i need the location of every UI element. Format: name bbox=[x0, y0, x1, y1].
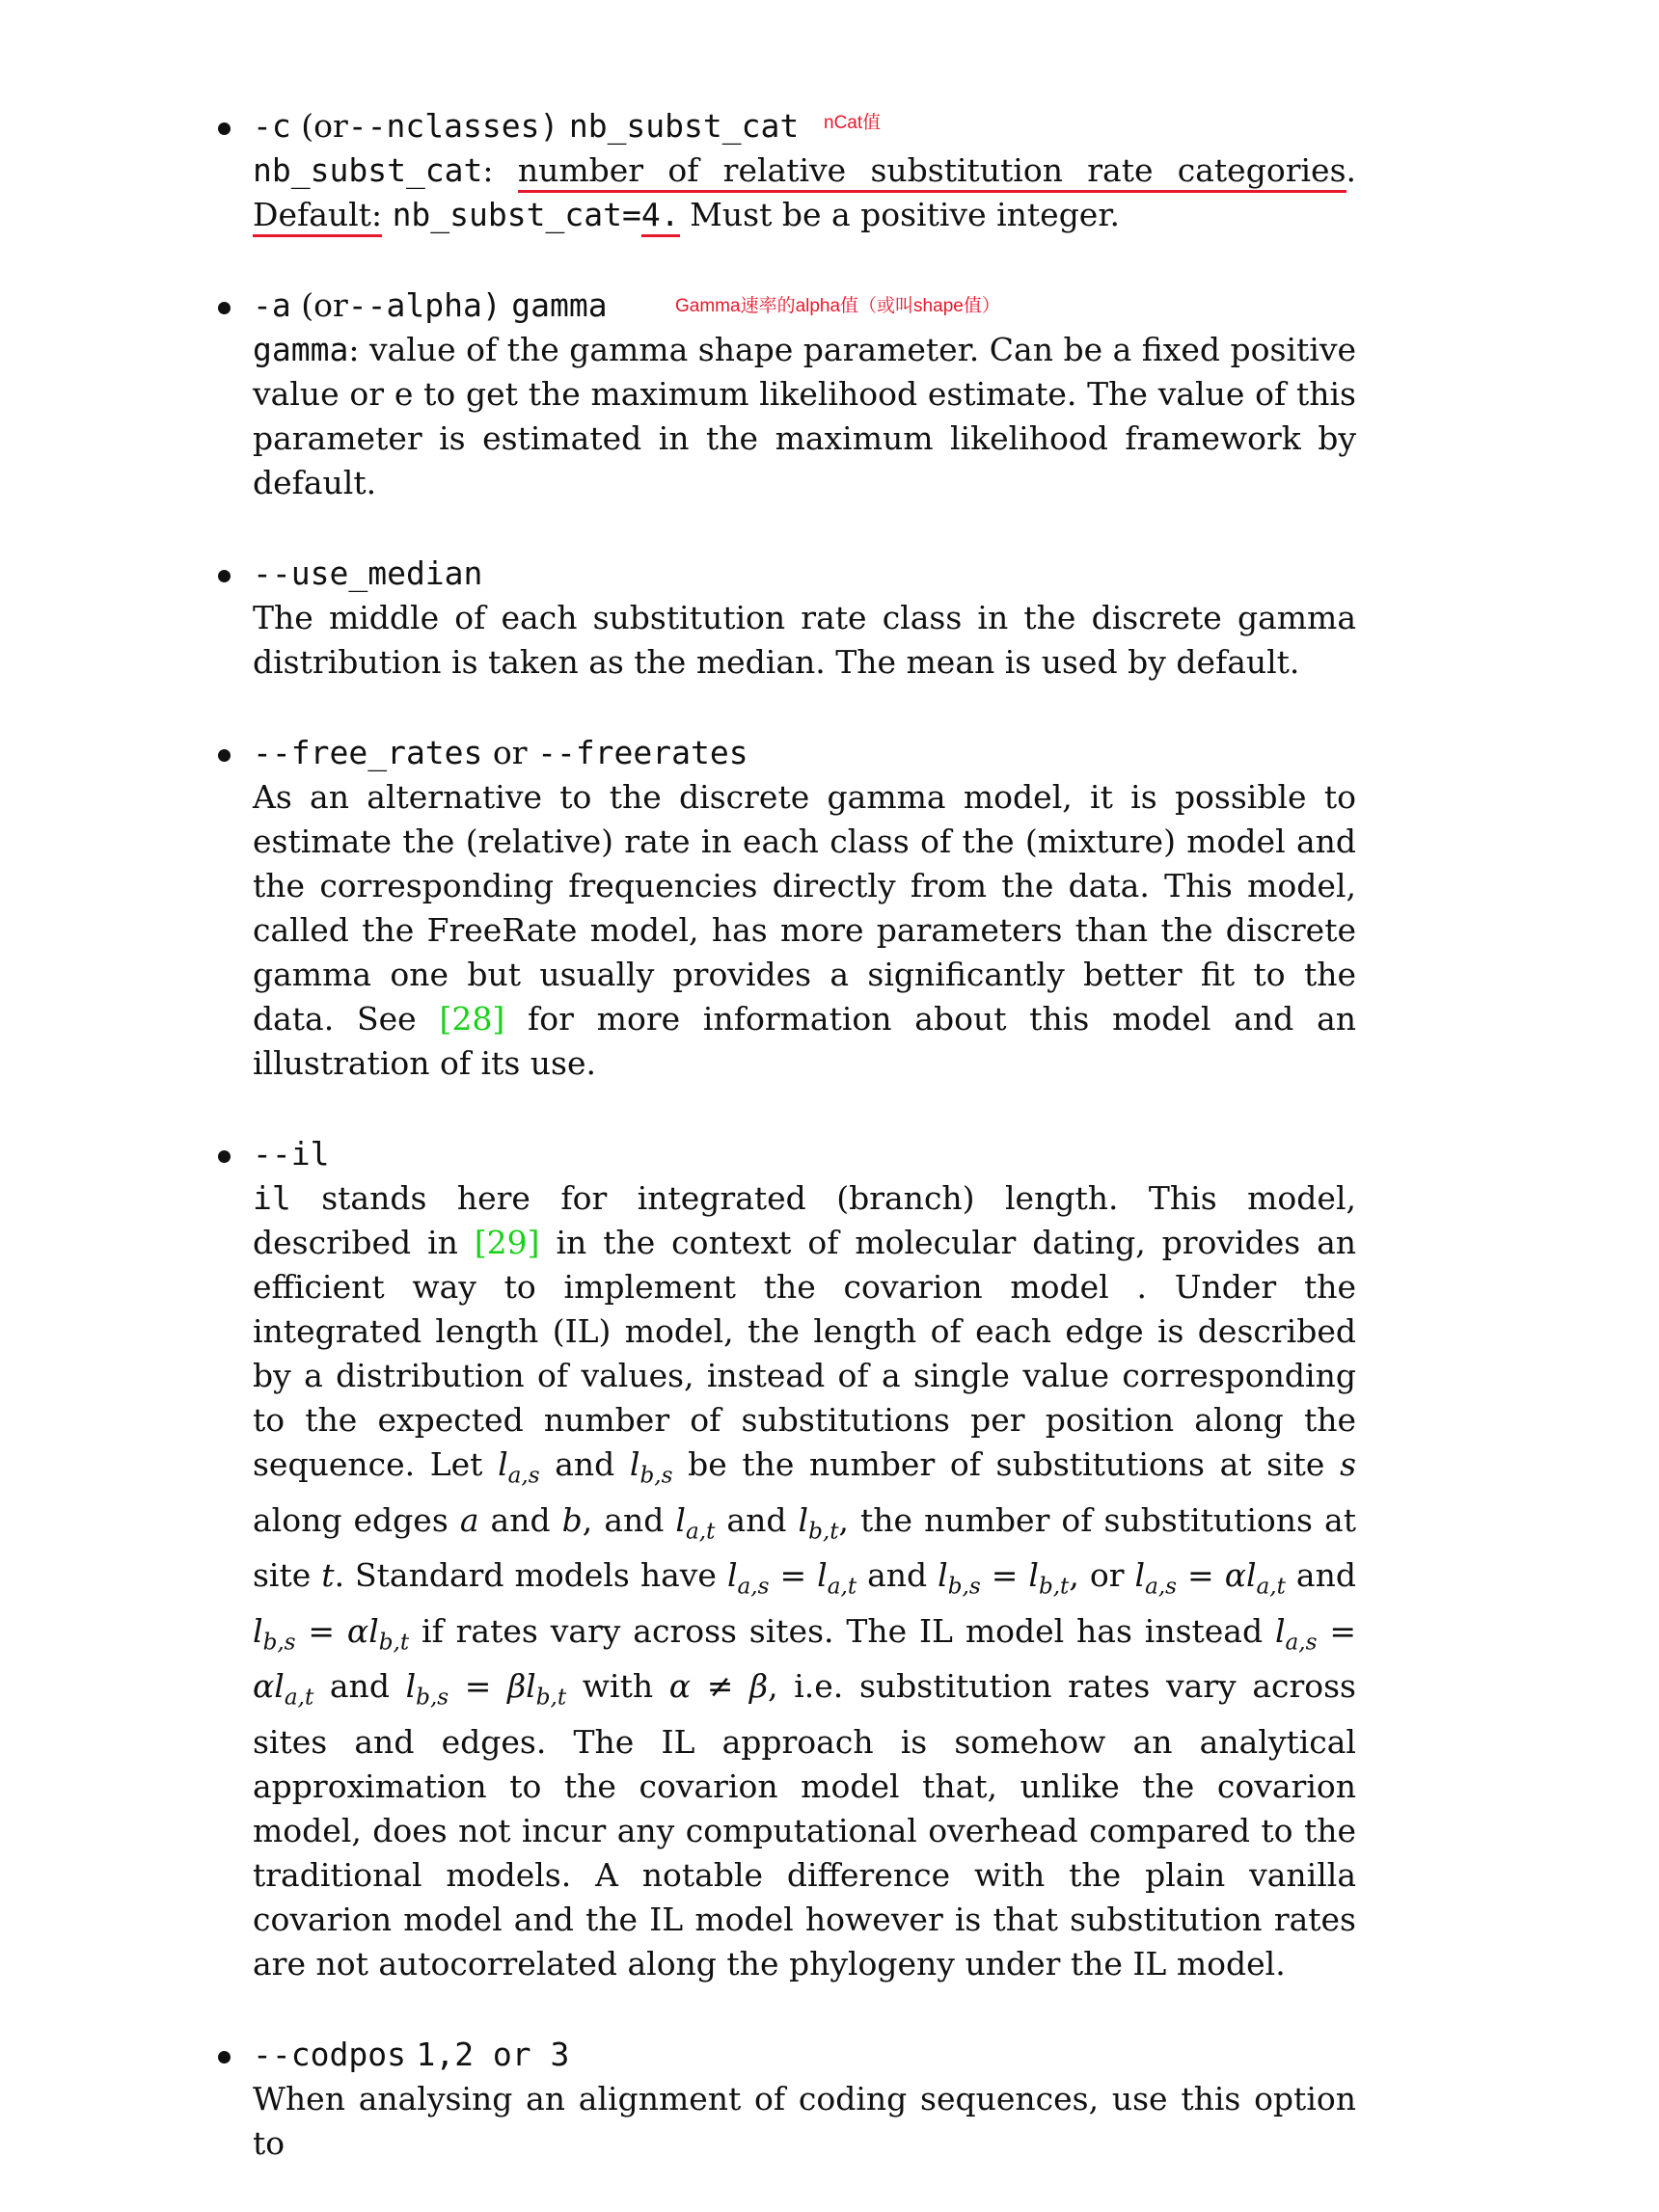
desc-text: : value of the gamma shape parameter. Can be a fixed positive value or e to get the maximum likelihood estimate. The value of this parameter is estimated in the maximum likelihood framework by default. bbox=[253, 331, 1356, 501]
red-underline-default: Default: bbox=[253, 196, 382, 237]
option-flag: --free_rates bbox=[253, 734, 483, 771]
option-description bbox=[253, 148, 1356, 237]
math-expr: $l_{b,s} = \beta l_{b,t}$ bbox=[405, 1667, 567, 1711]
option-long: --nclasses) bbox=[347, 107, 559, 145]
desc-text: , and bbox=[582, 1500, 676, 1539]
desc-dot: . bbox=[1346, 151, 1356, 189]
option-flag: -c bbox=[253, 107, 291, 145]
math-expr: $l_{a,s} = \alpha l_{a,t}$ bbox=[1134, 1556, 1286, 1600]
desc-colon: : bbox=[482, 151, 494, 189]
desc-text: and bbox=[1285, 1556, 1356, 1595]
option-description bbox=[253, 328, 1356, 505]
desc-arg: nb_subst_cat bbox=[253, 151, 483, 189]
desc-text: stands here for integrated (branch) length. This model, described in bbox=[253, 1179, 1356, 1261]
option-header bbox=[253, 283, 1356, 328]
red-underline-text: number of relative substitution rate categories bbox=[518, 151, 1346, 193]
desc-text: , the number of substitutions at site bbox=[253, 1500, 1356, 1595]
desc-text: . Standard models have bbox=[334, 1556, 727, 1595]
option-or: or bbox=[492, 734, 528, 771]
desc-text: and bbox=[539, 1445, 630, 1483]
desc-default-arg: nb_subst_cat= bbox=[392, 196, 641, 233]
math-expr: $l_{a,s} = l_{a,t}$ bbox=[726, 1556, 857, 1600]
math-expr: b bbox=[561, 1500, 583, 1539]
math-expr: α ≠ β bbox=[668, 1667, 769, 1706]
option-long: --alpha) bbox=[347, 286, 502, 324]
option-header bbox=[253, 731, 1356, 775]
option-header bbox=[253, 552, 1356, 596]
math-expr: $l_{b,s} = \alpha l_{b,t}$ bbox=[253, 1611, 410, 1656]
option-argument: nb_subst_cat bbox=[568, 107, 800, 145]
desc-text: along edges bbox=[253, 1500, 460, 1539]
desc-arg: gamma bbox=[253, 331, 349, 368]
option-description: The middle of each substitution rate class in the discrete gamma distribution is taken as the median. The mean is used by default. bbox=[253, 599, 1356, 681]
citation-link-28[interactable]: [28] bbox=[439, 1000, 505, 1038]
default-value: 4. bbox=[641, 196, 680, 237]
option-flag: --il bbox=[253, 1135, 330, 1173]
desc-rest: Must be a positive integer. bbox=[690, 196, 1120, 233]
bullet bbox=[218, 749, 231, 762]
math-expr: t bbox=[321, 1556, 335, 1595]
math-expr: $l_{b,s}$ bbox=[629, 1445, 673, 1489]
handwritten-annotation: nCat值 bbox=[824, 113, 882, 133]
option-item-codpos bbox=[214, 2033, 1356, 2166]
desc-text: As an alternative to the discrete gamma model, it is possible to estimate the (relative) rate in each class of the (mixture) model and the corresponding frequencies directly from the data. This model, called the FreeRate model, has more parameters than the discrete gamma one but usually provides a significantly better fit to the data. See bbox=[253, 778, 1356, 1038]
math-expr: $l_{a,s}$ bbox=[498, 1445, 540, 1489]
bullet bbox=[218, 122, 231, 135]
option-item-use-median bbox=[214, 552, 1356, 685]
option-flag: -a bbox=[253, 286, 291, 324]
option-argument: 1,2 or 3 bbox=[416, 2035, 570, 2073]
bullet bbox=[218, 302, 231, 314]
bullet bbox=[218, 570, 231, 582]
desc-text: and bbox=[313, 1667, 406, 1706]
math-expr: $l_{b,t}$ bbox=[798, 1500, 839, 1545]
math-expr: a bbox=[459, 1500, 479, 1539]
document-page bbox=[214, 104, 1356, 2212]
desc-text: and bbox=[478, 1500, 562, 1539]
option-item-alpha bbox=[214, 283, 1356, 505]
citation-link-29[interactable]: [29] bbox=[474, 1224, 540, 1261]
option-header bbox=[253, 2033, 1356, 2077]
desc-text: , i.e. substitution rates vary across sites and edges. The IL approach is somehow an analytical approximation to the covarion model that, unlike the covarion model, does not incur any computational overhead compared to the traditional models. A notable difference with the plain vanilla covarion model and the IL model however is that substitution rates are not autocorrelated along the phylogeny under the IL model. bbox=[253, 1667, 1356, 1983]
option-description bbox=[253, 775, 1356, 1086]
desc-text: if rates vary across sites. The IL model has instead bbox=[409, 1611, 1275, 1650]
math-expr: s bbox=[1340, 1445, 1357, 1483]
desc-text: for more information about this model and an illustration of its use. bbox=[253, 1000, 1356, 1082]
option-item-free-rates bbox=[214, 731, 1356, 1086]
option-description bbox=[253, 1176, 1356, 1986]
option-alt-flag: --freerates bbox=[537, 734, 748, 771]
desc-text: in the context of molecular dating, provides an efficient way to implement the covarion model . Under the integrated length (IL) model, the length of each edge is described by a distribution of values, instead of a single value corresponding to the expected number of substitutions per position along the sequence. Let bbox=[253, 1224, 1356, 1483]
option-or: (or bbox=[301, 286, 348, 324]
option-flag: --codpos bbox=[253, 2035, 406, 2073]
option-header bbox=[253, 1132, 1356, 1176]
option-or: (or bbox=[301, 107, 348, 145]
desc-arg: il bbox=[253, 1179, 291, 1217]
option-description: When analysing an alignment of coding sequences, use this option to bbox=[253, 2079, 1356, 2162]
desc-text: with bbox=[566, 1667, 669, 1706]
option-argument: gamma bbox=[511, 286, 608, 324]
handwritten-annotation: Gamma速率的alpha值（或叫shape值） bbox=[675, 296, 1000, 316]
math-expr: $l_{b,s} = l_{b,t}$ bbox=[938, 1556, 1070, 1600]
desc-text: and bbox=[715, 1500, 799, 1539]
math-expr: $l_{a,t}$ bbox=[675, 1500, 716, 1545]
option-header bbox=[253, 104, 1356, 148]
option-flag: --use_median bbox=[253, 554, 483, 592]
desc-text: be the number of substitutions at site bbox=[672, 1445, 1341, 1483]
desc-text: and bbox=[857, 1556, 938, 1595]
bullet bbox=[218, 2051, 231, 2064]
math-expr: $l_{a,s} = \alpha l_{a,t}$ bbox=[253, 1611, 1357, 1711]
option-item-nclasses bbox=[214, 104, 1356, 237]
desc-text: , or bbox=[1069, 1556, 1135, 1595]
option-item-il bbox=[214, 1132, 1356, 1986]
bullet bbox=[218, 1150, 231, 1163]
